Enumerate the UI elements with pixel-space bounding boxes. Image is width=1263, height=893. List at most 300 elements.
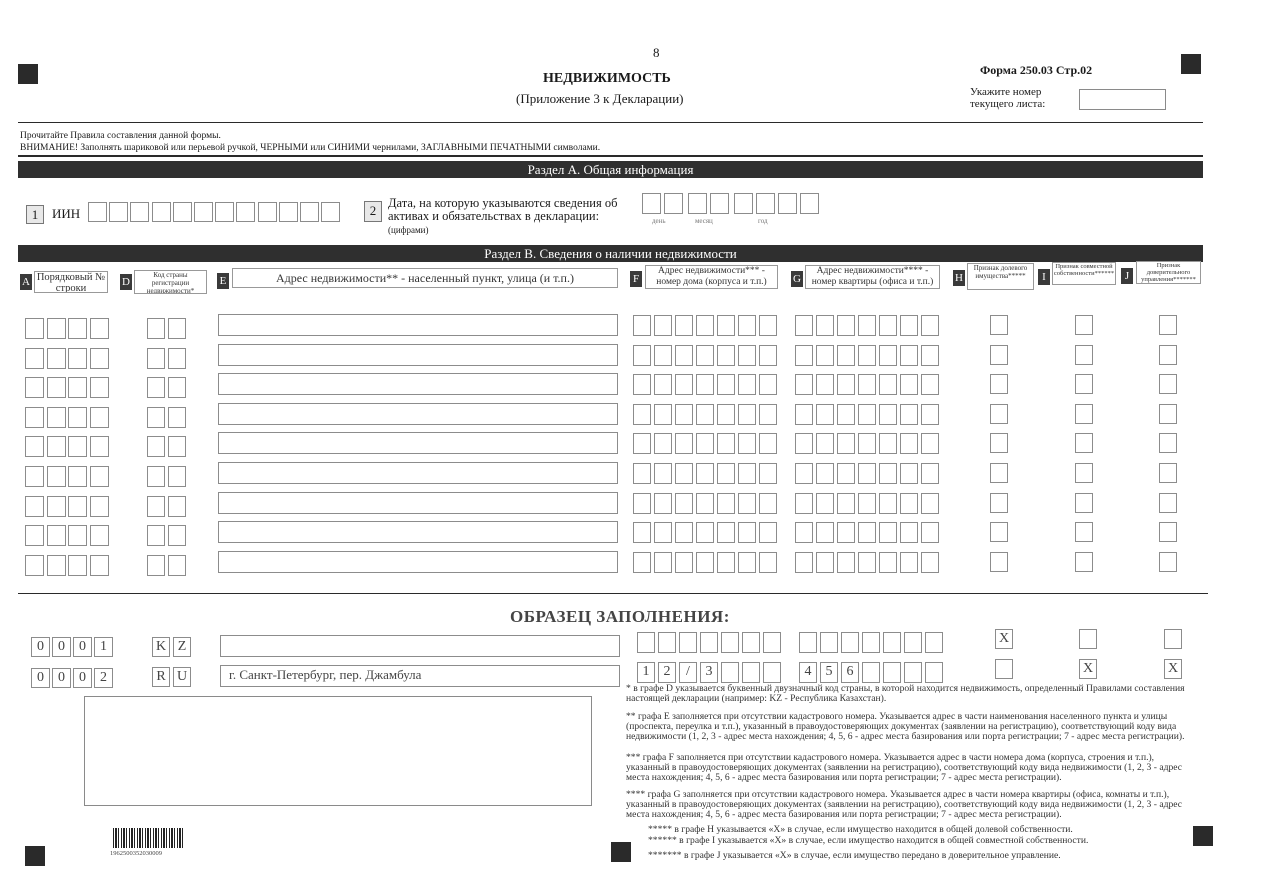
- row-number-cell[interactable]: [25, 407, 44, 428]
- house-number-cell[interactable]: [633, 522, 651, 543]
- sample-trust-management-checkbox[interactable]: X: [1164, 659, 1182, 679]
- trust-management-checkbox[interactable]: [1159, 522, 1177, 542]
- date-year-cell[interactable]: [800, 193, 819, 214]
- country-code-cell[interactable]: [168, 555, 186, 576]
- row-number-cell[interactable]: [90, 348, 109, 369]
- house-number-cell[interactable]: [717, 404, 735, 425]
- sample-apartment-number-cell[interactable]: [820, 632, 838, 653]
- sample-house-number-cell[interactable]: [763, 662, 781, 683]
- sample-apartment-number-cell[interactable]: [841, 632, 859, 653]
- sample-house-number-cell[interactable]: [679, 632, 697, 653]
- apartment-number-cell[interactable]: [900, 404, 918, 425]
- form-code: Форма 250.03 Стр.02: [980, 63, 1093, 77]
- shared-property-checkbox[interactable]: [990, 404, 1008, 424]
- apartment-number-cell[interactable]: [816, 374, 834, 395]
- house-number-cell[interactable]: [759, 463, 777, 484]
- apartment-number-cell[interactable]: [879, 433, 897, 454]
- row-number-cell[interactable]: [47, 555, 66, 576]
- house-number-cell[interactable]: [654, 493, 672, 514]
- apartment-number-cell[interactable]: [795, 433, 813, 454]
- house-number-cell[interactable]: [654, 522, 672, 543]
- sheet-number-input[interactable]: [1079, 89, 1166, 110]
- sample-trust-management-checkbox[interactable]: [1164, 629, 1182, 649]
- house-number-cell[interactable]: [759, 404, 777, 425]
- sample-apartment-number-cell[interactable]: [862, 632, 880, 653]
- country-code-cell[interactable]: [168, 525, 186, 546]
- iin-digit-cell[interactable]: [173, 202, 192, 222]
- sample-row-number-cell[interactable]: 0: [31, 637, 50, 657]
- sample-house-number-cell[interactable]: [637, 632, 655, 653]
- apartment-number-cell[interactable]: [900, 463, 918, 484]
- country-code-cell[interactable]: [168, 318, 186, 339]
- sample-house-number-cell[interactable]: 3: [700, 662, 718, 683]
- house-number-cell[interactable]: [738, 463, 756, 484]
- row-number-cell[interactable]: [90, 525, 109, 546]
- apartment-number-cell[interactable]: [921, 552, 939, 573]
- apartment-number-cell[interactable]: [837, 433, 855, 454]
- row-number-cell[interactable]: [25, 377, 44, 398]
- column-i-header: Признак совместной собственности******: [1052, 262, 1116, 285]
- house-number-cell[interactable]: [696, 522, 714, 543]
- sample-apartment-number-cell[interactable]: [883, 632, 901, 653]
- house-number-cell[interactable]: [633, 552, 651, 573]
- address-street-input[interactable]: [218, 492, 618, 514]
- house-number-cell[interactable]: [633, 315, 651, 336]
- house-number-cell[interactable]: [633, 404, 651, 425]
- footnote-7: ******* в графе J указывается «Х» в случае, если имущество передано в доверительное управление.: [648, 850, 1061, 861]
- sample-house-number-cell[interactable]: [721, 632, 739, 653]
- row-number-cell[interactable]: [25, 436, 44, 457]
- apartment-number-cell[interactable]: [858, 315, 876, 336]
- house-number-cell[interactable]: [696, 552, 714, 573]
- house-number-cell[interactable]: [738, 345, 756, 366]
- column-i-letter: I: [1038, 269, 1050, 285]
- date-day-cell[interactable]: [642, 193, 661, 214]
- house-number-cell[interactable]: [759, 345, 777, 366]
- trust-management-checkbox[interactable]: [1159, 404, 1177, 424]
- sample-shared-property-checkbox[interactable]: X: [995, 629, 1013, 649]
- house-number-cell[interactable]: [675, 433, 693, 454]
- house-number-cell[interactable]: [696, 345, 714, 366]
- apartment-number-cell[interactable]: [879, 315, 897, 336]
- shared-property-checkbox[interactable]: [990, 552, 1008, 572]
- address-street-input[interactable]: [218, 403, 618, 425]
- row-number-cell[interactable]: [68, 525, 87, 546]
- house-number-cell[interactable]: [654, 345, 672, 366]
- house-number-cell[interactable]: [654, 463, 672, 484]
- house-number-cell[interactable]: [738, 433, 756, 454]
- apartment-number-cell[interactable]: [879, 463, 897, 484]
- column-j-header: Признак доверительного управления*******: [1136, 261, 1201, 284]
- apartment-number-cell[interactable]: [795, 404, 813, 425]
- apartment-number-cell[interactable]: [921, 315, 939, 336]
- house-number-cell[interactable]: [675, 552, 693, 573]
- house-number-cell[interactable]: [696, 433, 714, 454]
- column-h-letter: H: [953, 270, 965, 286]
- sample-house-number-cell[interactable]: 2: [658, 662, 676, 683]
- country-code-cell[interactable]: [168, 466, 186, 487]
- sample-row-number-cell[interactable]: 0: [31, 668, 50, 688]
- house-number-cell[interactable]: [654, 404, 672, 425]
- trust-management-checkbox[interactable]: [1159, 493, 1177, 513]
- joint-property-checkbox[interactable]: [1075, 463, 1093, 483]
- apartment-number-cell[interactable]: [858, 433, 876, 454]
- apartment-number-cell[interactable]: [837, 552, 855, 573]
- house-number-cell[interactable]: [675, 345, 693, 366]
- joint-property-checkbox[interactable]: [1075, 552, 1093, 572]
- country-code-cell[interactable]: [147, 525, 165, 546]
- row-number-cell[interactable]: [68, 348, 87, 369]
- apartment-number-cell[interactable]: [816, 404, 834, 425]
- shared-property-checkbox[interactable]: [990, 315, 1008, 335]
- house-number-cell[interactable]: [654, 433, 672, 454]
- house-number-cell[interactable]: [633, 345, 651, 366]
- apartment-number-cell[interactable]: [921, 404, 939, 425]
- apartment-number-cell[interactable]: [879, 522, 897, 543]
- row-number-cell[interactable]: [68, 407, 87, 428]
- row-number-cell[interactable]: [25, 348, 44, 369]
- sample-joint-property-checkbox[interactable]: X: [1079, 659, 1097, 679]
- house-number-cell[interactable]: [738, 404, 756, 425]
- field-2-number: 2: [364, 201, 382, 222]
- row-number-cell[interactable]: [68, 377, 87, 398]
- house-number-cell[interactable]: [675, 315, 693, 336]
- sample-house-number-cell[interactable]: [763, 632, 781, 653]
- apartment-number-cell[interactable]: [795, 552, 813, 573]
- apartment-number-cell[interactable]: [921, 522, 939, 543]
- apartment-number-cell[interactable]: [900, 345, 918, 366]
- apartment-number-cell[interactable]: [837, 493, 855, 514]
- row-number-cell[interactable]: [25, 318, 44, 339]
- house-number-cell[interactable]: [717, 493, 735, 514]
- iin-digit-cell[interactable]: [109, 202, 128, 222]
- apartment-number-cell[interactable]: [837, 345, 855, 366]
- apartment-number-cell[interactable]: [837, 404, 855, 425]
- trust-management-checkbox[interactable]: [1159, 315, 1177, 335]
- trust-management-checkbox[interactable]: [1159, 463, 1177, 483]
- country-code-cell[interactable]: [168, 348, 186, 369]
- country-code-cell[interactable]: [147, 436, 165, 457]
- address-street-input[interactable]: [218, 551, 618, 573]
- house-number-cell[interactable]: [633, 374, 651, 395]
- apartment-number-cell[interactable]: [879, 345, 897, 366]
- sample-row-number-cell[interactable]: 0: [52, 668, 71, 688]
- joint-property-checkbox[interactable]: [1075, 433, 1093, 453]
- row-number-cell[interactable]: [47, 318, 66, 339]
- sample-house-number-cell[interactable]: [658, 632, 676, 653]
- joint-property-checkbox[interactable]: [1075, 374, 1093, 394]
- apartment-number-cell[interactable]: [795, 463, 813, 484]
- row-number-cell[interactable]: [90, 555, 109, 576]
- house-number-cell[interactable]: [675, 463, 693, 484]
- address-street-input[interactable]: [218, 462, 618, 484]
- sample-shared-property-checkbox[interactable]: [995, 659, 1013, 679]
- sheet-number-label: Укажите номер текущего листа:: [970, 86, 1046, 110]
- joint-property-checkbox[interactable]: [1075, 493, 1093, 513]
- date-year-cell[interactable]: [756, 193, 775, 214]
- house-number-cell[interactable]: [759, 552, 777, 573]
- apartment-number-cell[interactable]: [900, 433, 918, 454]
- row-number-cell[interactable]: [25, 555, 44, 576]
- apartment-number-cell[interactable]: [879, 493, 897, 514]
- apartment-number-cell[interactable]: [900, 552, 918, 573]
- apartment-number-cell[interactable]: [816, 463, 834, 484]
- apartment-number-cell[interactable]: [795, 493, 813, 514]
- house-number-cell[interactable]: [717, 522, 735, 543]
- house-number-cell[interactable]: [696, 404, 714, 425]
- house-number-cell[interactable]: [717, 463, 735, 484]
- sample-row-number-cell[interactable]: 0: [73, 637, 92, 657]
- iin-digit-cell[interactable]: [300, 202, 319, 222]
- address-street-input[interactable]: [218, 521, 618, 543]
- notes-area[interactable]: [84, 696, 592, 806]
- house-number-cell[interactable]: [675, 374, 693, 395]
- apartment-number-cell[interactable]: [837, 374, 855, 395]
- apartment-number-cell[interactable]: [921, 463, 939, 484]
- address-street-input[interactable]: [218, 373, 618, 395]
- house-number-cell[interactable]: [717, 433, 735, 454]
- sample-country-code-cell[interactable]: Z: [173, 637, 191, 657]
- country-code-cell[interactable]: [147, 407, 165, 428]
- row-number-cell[interactable]: [47, 436, 66, 457]
- apartment-number-cell[interactable]: [795, 522, 813, 543]
- house-number-cell[interactable]: [717, 374, 735, 395]
- row-number-cell[interactable]: [47, 525, 66, 546]
- iin-digit-cell[interactable]: [152, 202, 171, 222]
- apartment-number-cell[interactable]: [837, 315, 855, 336]
- house-number-cell[interactable]: [759, 522, 777, 543]
- sample-apartment-number-cell[interactable]: [904, 632, 922, 653]
- sample-house-number-cell[interactable]: [742, 662, 760, 683]
- house-number-cell[interactable]: [759, 493, 777, 514]
- iin-digit-cell[interactable]: [279, 202, 298, 222]
- sample-country-code-cell[interactable]: K: [152, 637, 170, 657]
- sample-row-number-cell[interactable]: 0: [52, 637, 71, 657]
- apartment-number-cell[interactable]: [795, 374, 813, 395]
- sample-joint-property-checkbox[interactable]: [1079, 629, 1097, 649]
- date-month-cell[interactable]: [710, 193, 729, 214]
- shared-property-checkbox[interactable]: [990, 463, 1008, 483]
- date-year-cell[interactable]: [778, 193, 797, 214]
- apartment-number-cell[interactable]: [921, 493, 939, 514]
- shared-property-checkbox[interactable]: [990, 433, 1008, 453]
- house-number-cell[interactable]: [696, 374, 714, 395]
- apartment-number-cell[interactable]: [837, 522, 855, 543]
- row-number-cell[interactable]: [68, 555, 87, 576]
- sample-house-number-cell[interactable]: [700, 632, 718, 653]
- sample-address-input[interactable]: [220, 635, 620, 657]
- shared-property-checkbox[interactable]: [990, 522, 1008, 542]
- sample-apartment-number-cell[interactable]: [904, 662, 922, 683]
- country-code-cell[interactable]: [147, 377, 165, 398]
- sample-house-number-cell[interactable]: /: [679, 662, 697, 683]
- barcode: [113, 828, 185, 848]
- sample-country-code-cell[interactable]: U: [173, 667, 191, 687]
- iin-digit-cell[interactable]: [236, 202, 255, 222]
- sample-apartment-number-cell[interactable]: [862, 662, 880, 683]
- trust-management-checkbox[interactable]: [1159, 552, 1177, 572]
- shared-property-checkbox[interactable]: [990, 493, 1008, 513]
- house-number-cell[interactable]: [675, 522, 693, 543]
- house-number-cell[interactable]: [696, 463, 714, 484]
- apartment-number-cell[interactable]: [795, 315, 813, 336]
- house-number-cell[interactable]: [738, 493, 756, 514]
- apartment-number-cell[interactable]: [837, 463, 855, 484]
- date-label: Дата, на которую указываются сведения об активах и обязательствах в декларации:: [388, 196, 618, 223]
- row-number-cell[interactable]: [68, 318, 87, 339]
- row-number-cell[interactable]: [68, 466, 87, 487]
- country-code-cell[interactable]: [147, 555, 165, 576]
- country-code-cell[interactable]: [147, 496, 165, 517]
- house-number-cell[interactable]: [633, 433, 651, 454]
- house-number-cell[interactable]: [738, 315, 756, 336]
- shared-property-checkbox[interactable]: [990, 374, 1008, 394]
- row-number-cell[interactable]: [90, 496, 109, 517]
- row-number-cell[interactable]: [47, 407, 66, 428]
- row-number-cell[interactable]: [90, 318, 109, 339]
- date-day-cell[interactable]: [664, 193, 683, 214]
- house-number-cell[interactable]: [738, 374, 756, 395]
- joint-property-checkbox[interactable]: [1075, 522, 1093, 542]
- apartment-number-cell[interactable]: [900, 315, 918, 336]
- house-number-cell[interactable]: [759, 315, 777, 336]
- sample-row-number-cell[interactable]: 1: [94, 637, 113, 657]
- house-number-cell[interactable]: [633, 493, 651, 514]
- date-month-cell[interactable]: [688, 193, 707, 214]
- country-code-cell[interactable]: [147, 466, 165, 487]
- apartment-number-cell[interactable]: [858, 404, 876, 425]
- house-number-cell[interactable]: [738, 522, 756, 543]
- sample-country-code-cell[interactable]: R: [152, 667, 170, 687]
- country-code-cell[interactable]: [168, 436, 186, 457]
- house-number-cell[interactable]: [759, 433, 777, 454]
- sample-apartment-number-cell[interactable]: 6: [841, 662, 859, 683]
- apartment-number-cell[interactable]: [921, 345, 939, 366]
- trust-management-checkbox[interactable]: [1159, 433, 1177, 453]
- house-number-cell[interactable]: [654, 374, 672, 395]
- row-number-cell[interactable]: [90, 407, 109, 428]
- house-number-cell[interactable]: [633, 463, 651, 484]
- house-number-cell[interactable]: [675, 493, 693, 514]
- sample-apartment-number-cell[interactable]: [799, 632, 817, 653]
- row-number-cell[interactable]: [47, 377, 66, 398]
- address-street-input[interactable]: [218, 344, 618, 366]
- iin-digit-cell[interactable]: [215, 202, 234, 222]
- country-code-cell[interactable]: [147, 348, 165, 369]
- apartment-number-cell[interactable]: [900, 374, 918, 395]
- sample-house-number-cell[interactable]: 1: [637, 662, 655, 683]
- row-number-cell[interactable]: [68, 436, 87, 457]
- row-number-cell[interactable]: [47, 496, 66, 517]
- apartment-number-cell[interactable]: [816, 433, 834, 454]
- trust-management-checkbox[interactable]: [1159, 374, 1177, 394]
- row-number-cell[interactable]: [90, 466, 109, 487]
- sample-apartment-number-cell[interactable]: 4: [799, 662, 817, 683]
- row-number-cell[interactable]: [90, 436, 109, 457]
- header-divider: [18, 122, 1203, 123]
- house-number-cell[interactable]: [759, 374, 777, 395]
- house-number-cell[interactable]: [717, 552, 735, 573]
- sample-address-input[interactable]: г. Санкт-Петербург, пер. Джамбула: [220, 665, 620, 687]
- house-number-cell[interactable]: [654, 552, 672, 573]
- row-number-cell[interactable]: [90, 377, 109, 398]
- apartment-number-cell[interactable]: [921, 374, 939, 395]
- apartment-number-cell[interactable]: [816, 345, 834, 366]
- iin-digit-cell[interactable]: [130, 202, 149, 222]
- house-number-cell[interactable]: [654, 315, 672, 336]
- address-street-input[interactable]: [218, 314, 618, 336]
- iin-digit-cell[interactable]: [194, 202, 213, 222]
- joint-property-checkbox[interactable]: [1075, 315, 1093, 335]
- footnote-5: ***** в графе Н указывается «Х» в случае, если имущество находится в общей долевой собственности.: [648, 824, 1073, 835]
- apartment-number-cell[interactable]: [900, 522, 918, 543]
- apartment-number-cell[interactable]: [879, 404, 897, 425]
- sample-row-number-cell[interactable]: 0: [73, 668, 92, 688]
- apartment-number-cell[interactable]: [816, 552, 834, 573]
- sample-apartment-number-cell[interactable]: [925, 632, 943, 653]
- iin-digit-cell[interactable]: [321, 202, 340, 222]
- joint-property-checkbox[interactable]: [1075, 404, 1093, 424]
- house-number-cell[interactable]: [717, 315, 735, 336]
- apartment-number-cell[interactable]: [858, 463, 876, 484]
- apartment-number-cell[interactable]: [816, 493, 834, 514]
- row-number-cell[interactable]: [47, 348, 66, 369]
- joint-property-checkbox[interactable]: [1075, 345, 1093, 365]
- sample-house-number-cell[interactable]: [742, 632, 760, 653]
- sample-apartment-number-cell[interactable]: [883, 662, 901, 683]
- shared-property-checkbox[interactable]: [990, 345, 1008, 365]
- apartment-number-cell[interactable]: [816, 315, 834, 336]
- house-number-cell[interactable]: [675, 404, 693, 425]
- address-street-input[interactable]: [218, 432, 618, 454]
- trust-management-checkbox[interactable]: [1159, 345, 1177, 365]
- country-code-cell[interactable]: [168, 377, 186, 398]
- apartment-number-cell[interactable]: [816, 522, 834, 543]
- country-code-cell[interactable]: [168, 407, 186, 428]
- apartment-number-cell[interactable]: [795, 345, 813, 366]
- iin-digit-cell[interactable]: [88, 202, 107, 222]
- apartment-number-cell[interactable]: [879, 374, 897, 395]
- apartment-number-cell[interactable]: [858, 345, 876, 366]
- sample-apartment-number-cell[interactable]: [925, 662, 943, 683]
- date-year-cell[interactable]: [734, 193, 753, 214]
- iin-digit-cell[interactable]: [258, 202, 277, 222]
- page-title: НЕДВИЖИМОСТЬ: [543, 71, 671, 86]
- apartment-number-cell[interactable]: [858, 522, 876, 543]
- house-number-cell[interactable]: [738, 552, 756, 573]
- house-number-cell[interactable]: [696, 493, 714, 514]
- sample-apartment-number-cell[interactable]: 5: [820, 662, 838, 683]
- apartment-number-cell[interactable]: [858, 493, 876, 514]
- apartment-number-cell[interactable]: [858, 552, 876, 573]
- house-number-cell[interactable]: [696, 315, 714, 336]
- row-number-cell[interactable]: [25, 496, 44, 517]
- apartment-number-cell[interactable]: [900, 493, 918, 514]
- sample-house-number-cell[interactable]: [721, 662, 739, 683]
- row-number-cell[interactable]: [68, 496, 87, 517]
- country-code-cell[interactable]: [147, 318, 165, 339]
- country-code-cell[interactable]: [168, 496, 186, 517]
- apartment-number-cell[interactable]: [879, 552, 897, 573]
- apartment-number-cell[interactable]: [858, 374, 876, 395]
- footnote-6: ****** в графе I указывается «Х» в случае, если имущество находится в общей совместной собственности.: [648, 835, 1089, 846]
- row-number-cell[interactable]: [47, 466, 66, 487]
- apartment-number-cell[interactable]: [921, 433, 939, 454]
- row-number-cell[interactable]: [25, 525, 44, 546]
- house-number-cell[interactable]: [717, 345, 735, 366]
- row-number-cell[interactable]: [25, 466, 44, 487]
- sample-row-number-cell[interactable]: 2: [94, 668, 113, 688]
